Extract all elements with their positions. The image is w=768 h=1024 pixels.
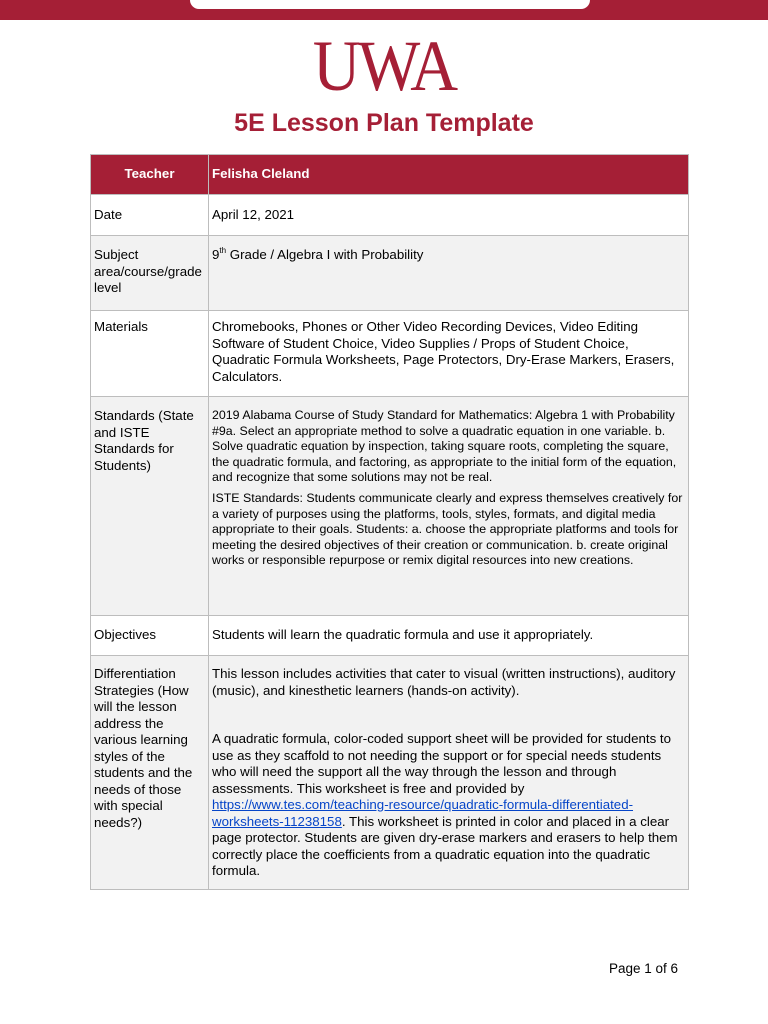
date-value: April 12, 2021 <box>209 195 689 236</box>
differentiation-value <box>209 656 689 890</box>
page-number: Page 1 of 6 <box>609 961 679 976</box>
top-banner <box>0 0 768 20</box>
uwa-logo: UWA <box>312 26 456 106</box>
objectives-value: Students will learn the quadratic formula and use it appropriately. <box>209 616 689 656</box>
subject-course: Grade / Algebra I with Probability <box>226 247 424 262</box>
subject-label: Subject area/course/grade level <box>91 236 209 311</box>
row-differentiation <box>91 656 689 890</box>
page-title: 5E Lesson Plan Template <box>234 109 534 137</box>
support-text-after: . This worksheet is printed in color and placed in a clear page protector. Students are given dry-erase markers and erasers to help them correctly place the coefficients from a quadratic equation into the quadratic formula. <box>212 813 678 878</box>
differentiation-learners: This lesson includes activities that cater to visual (written instructions), auditory (music), and kinesthetic learners (hands-on activity). <box>212 666 676 698</box>
standards-value <box>209 397 689 616</box>
row-teacher <box>91 155 689 195</box>
worksheet-link[interactable]: https://www.tes.com/teaching-resource/quadratic-formula-differentiated-worksheets-11238158 <box>212 797 634 829</box>
standards-label: Standards (State and ISTE Standards for Students) <box>91 397 209 616</box>
row-subject <box>91 236 689 311</box>
subject-grade-suffix: th <box>219 246 227 255</box>
top-banner-notch <box>190 0 590 9</box>
date-label: Date <box>91 195 209 236</box>
standards-iste: ISTE Standards: Students communicate clearly and express themselves creatively for a variety of purposes using the platforms, tools, styles, formats, and digital media appropriate to their goals. Students: a. choose the appropriate platforms and tools for meeting the desired objectives of their creation or communication. b. create original works or responsible repurpose or remix digital resources into new creations. <box>212 490 683 568</box>
teacher-label: Teacher <box>91 155 209 195</box>
standards-alabama: 2019 Alabama Course of Study Standard for Mathematics: Algebra 1 with Probability #9a. Select an appropriate method to solve a quadratic equation in one variable. b. Solve quadratic equation by inspection, taking square roots, completing the square, the quadratic formula, and factoring, as appropriate to the initial form of the equation, and recognize that some solutions may not be real. <box>212 408 677 485</box>
differentiation-label: Differentiation Strategies (How will the lesson address the various learning styles of the students and the needs of those with special needs?) <box>91 656 209 890</box>
support-text-before: A quadratic formula, color-coded support sheet will be provided for students to use as they scaffold to not needing the support or for special needs students who will need the support all the way through the lesson and through assessments. This worksheet is free and provided by <box>212 731 671 796</box>
row-materials <box>91 311 689 397</box>
teacher-value: Felisha Cleland <box>209 155 689 195</box>
objectives-label: Objectives <box>91 616 209 656</box>
materials-value: Chromebooks, Phones or Other Video Recording Devices, Video Editing Software of Student Choice, Video Supplies / Props of Student Choice, Quadratic Formula Worksheets, Page Protectors, Dry-Erase Markers, Erasers, Calculators. <box>209 311 689 397</box>
differentiation-support <box>212 731 685 880</box>
subject-grade-number: 9 <box>212 247 220 262</box>
materials-label: Materials <box>91 311 209 397</box>
row-objectives <box>91 616 689 656</box>
row-standards <box>91 397 689 616</box>
row-date <box>91 195 689 236</box>
lesson-plan-table <box>90 154 689 890</box>
subject-value <box>209 236 689 311</box>
